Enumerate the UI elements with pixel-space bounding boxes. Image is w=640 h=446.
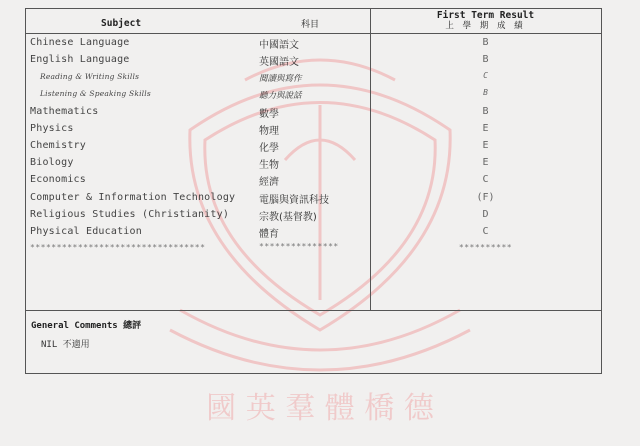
subject-chinese: 聽力與說話 — [259, 91, 302, 101]
subject-english: Chemistry — [30, 140, 86, 151]
subject-english: Computer & Information Technology — [30, 192, 236, 203]
subject-chinese: 電腦與資訊科技 — [259, 195, 329, 206]
subject-grade: D — [482, 209, 489, 220]
header-subject-chinese: 科目 — [301, 20, 320, 30]
crest-motto: 國 英 羣 體 橋 德 — [206, 391, 434, 426]
subject-english: Mathematics — [30, 106, 99, 117]
subject-english: Reading & Writing Skills — [40, 72, 140, 81]
subject-chinese: 經濟 — [259, 177, 279, 188]
table-row — [26, 207, 601, 224]
table-row — [26, 52, 601, 69]
table-row — [26, 190, 601, 207]
header-result-chinese: 上 學 期 成 績 — [445, 21, 526, 31]
header-result-english: First Term Result — [436, 10, 535, 21]
subject-grade: (F) — [476, 192, 495, 203]
subject-chinese: 英國語文 — [259, 57, 299, 68]
subject-chinese: 化學 — [259, 143, 279, 154]
subject-grade: E — [482, 123, 489, 134]
subject-grade: E — [482, 140, 489, 151]
subject-english: Economics — [30, 174, 86, 185]
header-subject: Subject — [101, 18, 142, 29]
subject-grade: C — [482, 226, 489, 237]
table-row — [26, 104, 601, 121]
stars-english: ********************************* — [30, 243, 206, 252]
subject-chinese: 生物 — [259, 160, 279, 171]
table-row — [26, 69, 601, 86]
header-result — [370, 11, 601, 31]
end-of-list-row — [26, 241, 601, 258]
subject-grade: B — [482, 37, 489, 48]
subject-grade: B — [482, 54, 489, 65]
general-comments-value: NIL 不適用 — [41, 340, 90, 350]
table-row — [26, 172, 601, 189]
general-comments-title: General Comments 總評 — [31, 321, 142, 331]
stars-grade: ********** — [458, 243, 513, 252]
table-row — [26, 155, 601, 172]
table-row — [26, 138, 601, 155]
subject-grade: C — [482, 174, 489, 185]
general-comments-box — [25, 311, 602, 374]
subject-chinese: 閱讀與寫作 — [259, 74, 302, 84]
subject-chinese: 宗教(基督教) — [259, 212, 317, 223]
subject-grade: B — [482, 106, 489, 117]
table-row — [26, 86, 601, 103]
table-row — [26, 35, 601, 52]
stars-chinese: *************** — [259, 242, 339, 251]
subject-chinese: 物理 — [259, 126, 279, 137]
subject-english: Physical Education — [30, 226, 142, 237]
subject-grade: C — [483, 71, 488, 80]
subject-english: English Language — [30, 54, 130, 65]
results-table — [25, 8, 602, 311]
subject-english: Physics — [30, 123, 74, 134]
subject-grade: B — [483, 88, 488, 97]
subject-chinese: 數學 — [259, 109, 279, 120]
table-row — [26, 121, 601, 138]
subject-chinese: 體育 — [259, 229, 279, 240]
subject-english: Listening & Speaking Skills — [40, 89, 151, 98]
subject-english: Chinese Language — [30, 37, 130, 48]
table-row — [26, 224, 601, 241]
subject-grade: E — [482, 157, 489, 168]
subject-english: Religious Studies (Christianity) — [30, 209, 230, 220]
subject-chinese: 中國語文 — [259, 40, 299, 51]
header-divider — [26, 33, 601, 34]
subject-english: Biology — [30, 157, 74, 168]
